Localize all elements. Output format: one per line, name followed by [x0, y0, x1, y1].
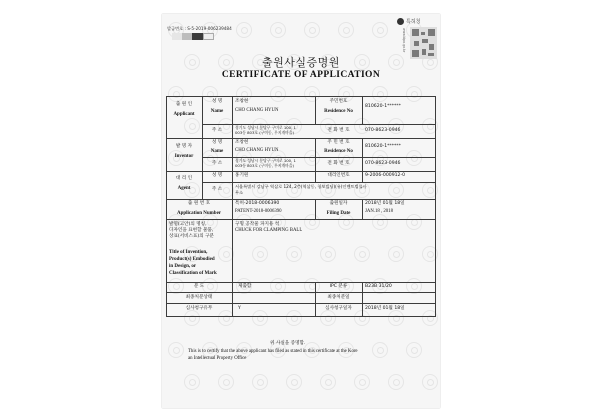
side-url: www.kipo.go.kr [402, 28, 406, 53]
agent-label-en: Agent [177, 186, 191, 191]
disposal-status-label: 최종처분상태 [185, 295, 213, 300]
ipc-label: IPC 분류 [329, 284, 348, 289]
drawing-value: 제출함 [238, 284, 252, 289]
certificate-document [162, 14, 440, 408]
inventor-resno-label-ko: 주 민 번 호 [327, 140, 350, 145]
certification-statement-en-2: an Intellectual Property Office [188, 356, 247, 361]
applicant-name-label-ko: 성 명 [211, 99, 223, 104]
application-number-en: PATENT-2018-0006390 [235, 209, 282, 214]
applicant-name-ko: 조창현 [235, 99, 249, 104]
invention-label-en-1: Title of Invention, [169, 250, 208, 255]
agent-code-label: 대리인번호 [327, 173, 350, 178]
invention-label-ko-1: 발명(고안)의 명칭, [169, 222, 207, 227]
exam-date: 2018년 01월 18일 [365, 306, 405, 311]
invention-title-en: CHUCK FOR CLAMPING BALL [235, 228, 303, 233]
inventor-resno-label-en: Residence No [324, 149, 353, 154]
disposal-date-label: 최종처분일 [327, 295, 350, 300]
applicant-resno: 810620-1****** [365, 104, 401, 109]
inventor-addr-label: 주 소 [211, 161, 223, 166]
invention-label-en-3: in Design, or [169, 264, 197, 269]
application-number-label-ko: 출 원 번 호 [187, 201, 211, 206]
agent-addr-line1: 서울특별시 강남구 역삼로 124, 2층(역삼동, 청보빌딩)(유)인벤트법률사 [235, 184, 367, 189]
document-title-korean: 출원사실증명원 [262, 56, 340, 69]
inventor-name-en: CHO CHANG HYUN [235, 148, 279, 153]
document-title-english: CERTIFICATE OF APPLICATION [221, 70, 381, 80]
applicant-label-ko: 출 원 인 [175, 102, 193, 107]
agent-addr-line2: 무소 [235, 190, 244, 195]
invention-label-en-2: Product(s) Embodied [169, 257, 215, 262]
filing-date-ko: 2018년 01월 18일 [365, 201, 405, 206]
applicant-addr-label: 주 소 [211, 128, 223, 133]
application-number-ko: 특허-2018-0006390 [235, 201, 280, 206]
filing-date-label-en: Filing Date [326, 211, 351, 216]
applicant-addr-line2: 003동 803호 (구미동, 무지개마을) [235, 130, 294, 135]
inventor-addr-line1: 경기도 성남시 분당구 구미로 100, 1 [235, 158, 296, 163]
invention-title-ko: 구형 공작물 파지용 척 [235, 222, 280, 227]
inventor-label-en: Inventor [174, 154, 194, 159]
applicant-label-en: Applicant [173, 112, 195, 117]
agent-code: 9-2006-000912-0 [365, 173, 406, 178]
applicant-phone: 070-8623-0946 [365, 128, 401, 133]
inventor-name-label-ko: 성 명 [211, 140, 223, 145]
invention-label-ko-3: 상표(서비스표)의 구분 [169, 234, 214, 239]
agent-addr-label: 주 소 [211, 187, 223, 192]
applicant-phone-label: 전 화 번 호 [327, 128, 350, 133]
invention-label-en-4: Classification of Mark [169, 271, 217, 276]
certification-statement-ko: 위 사실을 증명함. [270, 341, 306, 346]
filing-date-label-ko: 출원일자 [329, 201, 348, 206]
inventor-phone-label: 전 화 번 호 [327, 161, 350, 166]
certification-statement-en-1: This is to certify that the above applicant has filed as stated in this certificate at the Kore [188, 349, 358, 354]
applicant-resno-label-ko: 주민번호 [329, 99, 348, 104]
inventor-name-ko: 조창현 [235, 140, 249, 145]
ipc-value: B23B 31/20 [365, 284, 392, 289]
inventor-label-ko: 발 명 자 [175, 144, 193, 149]
applicant-name-en: CHO CHANG HYUN [235, 108, 279, 113]
logo-text: 특허청 [406, 19, 421, 25]
inventor-addr-line2: 003동 803호 (구미동, 무지개마을) [235, 163, 294, 168]
applicant-name-label-en: Name [210, 109, 224, 114]
filing-date-en: JAN.18 , 2018 [365, 209, 393, 214]
invention-label-ko-2: 디자인을 표현할 물품, [169, 228, 214, 233]
drawing-label: 분 도 [193, 284, 205, 289]
exam-request-label: 심사청구유무 [185, 306, 213, 311]
serial-number: 발급번호 : S-5-2019-006239484 [167, 26, 232, 31]
inventor-name-label-en: Name [210, 149, 224, 154]
agent-label-ko: 대 리 인 [175, 176, 193, 181]
applicant-addr-line1: 경기도 성남시 분당구 구미로 100, 1 [235, 125, 296, 130]
applicant-resno-label-en: Residence No [324, 109, 353, 114]
exam-date-label: 심사청구일자 [325, 306, 352, 311]
inventor-resno: 810620-1****** [365, 144, 401, 149]
application-number-label-en: Application Number [176, 211, 222, 216]
agent-name: 홍기원 [235, 173, 249, 178]
inventor-phone: 070-8623-0946 [365, 161, 401, 166]
exam-request-value: Y [238, 306, 241, 311]
agent-name-label: 성 명 [211, 173, 223, 178]
